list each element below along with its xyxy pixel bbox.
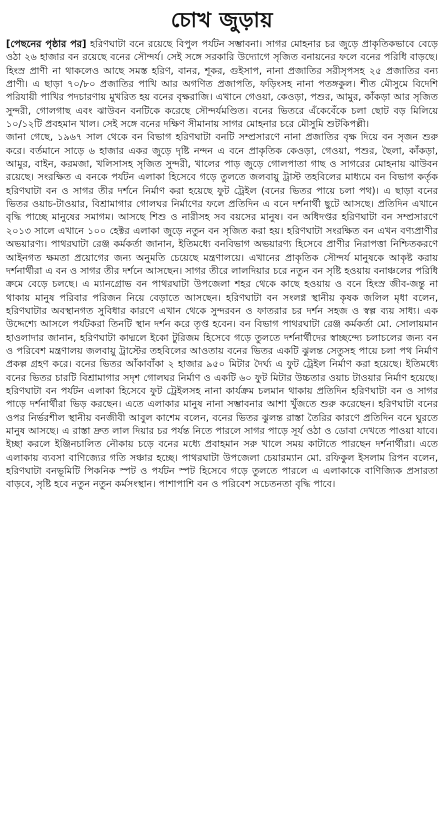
article-body (6, 38, 438, 492)
article-paragraph-1 (6, 38, 438, 131)
paragraph-1-text: হরিণঘাটা বনে রয়েছে বিপুল পর্যটন সম্ভাবনা। সাগর মোহনার চর জুড়ে প্রাকৃতিকভাবে বেড়ে ওঠা ২৬ হাজার বন রয়েছে বনের সৌন্দর্য। সেই সঙ্গে সরকারি উদ্যোগে সৃজিত বনায়নের ফলে বনের পরিধি বাড়ছে। হিংস্র প্রাণী না থাকলেও আছে সমস্ত হরিণ, বানর, শূকর, গুইসাপ, নানা প্রজাতির সরীসৃপসহ ২৫ প্রজাতির বন্য প্রাণী। এ ছাড়া ৭০/৮০ প্রজাতির পাখি আর অগণিত প্রজাপতি, ফড়িংসহ নানা পতঙ্গকুল। শীত মৌসুমে বিদেশি পরিযায়ী পাখির পদচারণায় মুখরিত হয় বনের বৃক্ষরাজি। এখানে গেওয়া, কেওড়া, পশুর, আমুর, কাঁকড়া আর সৃজিত সুন্দরী, গোলগাছ এবং ঝাউবন বনটিকে করেছে সৌন্দর্যমণ্ডিত। বনের ভিতরে এঁকেবেঁকে চলা ছোট বড় মিলিয়ে ১০/১২টি প্রবহমান খাল। সেই সঙ্গে বনের দক্ষিণ সীমানায় সাগর মোহনার চরে মৌসুমি শুটকিপল্লী। (6, 39, 438, 131)
continued-from-back-page-label: [পেছনের পৃষ্ঠার পর] (6, 39, 87, 50)
paragraph-2-text: জানা গেছে, ১৯৬৭ সাল থেকে বন বিভাগ হরিণঘাটা বনটি সম্প্রসারণে নানা প্রজাতির বৃক্ষ দিয়ে বন সৃজন শুরু করে। বর্তমানে সাড়ে ৬ হাজার একর জুড়ে দৃষ্টি নন্দন এ বনে প্রাকৃতিক কেওড়া, গেওয়া, পশুর, ছৈলা, কাঁকড়া, আমুর, বাইন, করমজা, খলিসাসহ সৃজিত সুন্দরী, খালের পাড় জুড়ে গোলপাতা গাছ ও সাগরের মোহনায় ঝাউবন রয়েছে। সংরক্ষিত এ বনকে পর্যটন এলাকা হিসেবে গড়ে তুলতে জলবায়ু ট্রাস্ট তহবিলের মাধ্যমে বন বিভাগ কর্তৃক হরিণঘাটা বন ও সাগর তীর দর্শনে নির্মাণ করা হয়েছে ফুট ট্রেইল (বনের ভিতর পায়ে চলা পথ)। এ ছাড়া বনের ভিতর ওয়াচ-টাওয়ার, বিশ্রামাগার গোলঘর নির্মাণের ফলে প্রতিদিন এ বনে দর্শনার্থী ছুটে আসছে। প্রতিদিন এখানে বৃদ্ধি পাচ্ছে মানুষের সমাগম। আসছে শিশু ও নারীসহ সব বয়সের মানুষ। বন অধিদপ্তর হরিণঘাটা বন সম্প্রসারণে ২০১৩ সালে এখানে ১০০ হেক্টর এলাকা জুড়ে নতুন বন সৃজিত করা হয়। হরিণঘাটা সংরক্ষিত বন এখন বণ্যপ্রাণীর অভয়ারণ্য। পাথরঘাটা রেঞ্জ কর্মকর্তা জানান, ইতিমধ্যে বনবিভাগ অভয়ারণ্য হিসেবে প্রাণীর নিরাপত্তা নিশ্চিতকরণে আইনগত ক্ষমতা প্রয়োগের জন্য অনুমতি চেয়েছে মন্ত্রণালয়ে। এখানের প্রাকৃতিক সৌন্দর্য মানুষকে আকৃষ্ট করায় দর্শনার্থীরা এ বন ও সাগর তীর দর্শনে আসছেন। সাগর তীরে লালদিয়ার চরে নতুন বন সৃষ্টি হওয়ায় বনাঞ্চলের পরিধি ক্রমে বেড়ে চলছে। এ ম্যানগ্রোভ বন পাথরঘাটা উপজেলা শহর থেকে কাছে হওয়ায় ও বনে হিংস্র জীব-জন্তু না থাকায় মানুষ পরিবার পরিজন নিয়ে বেড়াতে আসছেন। হরিণঘাটা বন সংলগ্ন স্থানীয় কৃষক জলিল মৃধা বলেন, হরিণঘাটার অবস্থানগত সুবিধার কারণে এখান থেকে সুন্দরবন ও ফাতরার চর দর্শন সহজ ও স্বল্প ব্যয় সাধ্য। এক উদ্দেশ্যে আসলে পর্যটকরা তিনটি স্থান দর্শন করে তৃপ্ত হবেন। বন বিভাগ পাথরঘাটা রেঞ্জ কর্মকর্তা মো. সোলায়মান হাওলাদার জানান, হরিণঘাটা কাদ্মলে ইকো টুরিজম হিসেবে গড়ে তুলতে দর্শনার্থীদের স্বাচ্ছন্দ্যে চলাচলের জন্য বন ও পরিবেশ মন্ত্রণালয় জলবায়ু ট্রাস্টের তহবিলের আওতায় বনের ভিতর একটি ঝুলন্ত সেতুসহ পায়ে চলা পথ নির্মাণ প্রকল্প গ্রহণ করে। বনের ভিতর আঁকাবাঁকা ২ হাজার ৯৫০ মিটার দৈর্ঘ্য এ ফুট ট্রেইল নির্মাণ করা হয়েছে। ইতিমধ্যে বনের ভিতর চারটি বিশ্রামাগার সদৃশ গোলঘর নির্মাণ ও একটি ৬০ ফুট মিটার উচ্চতার ওয়াচ টাওয়ার নির্মাণ হয়েছে। হরিণঘাটা বন পর্যটন এলাকা হিসেবে ফুট ট্রেইলসহ নানা কার্যক্রম চলমান থাকায় প্রতিদিন হরিণঘাটা বন ও সাগর পাড়ে দর্শনার্থীরা ভিড় করছেন। এতে এলাকার মানুষ নানা সম্ভাবনার আশা খুঁজতে শুরু করেছেন। হরিণঘাটা বনের ওপর নির্ভরশীল স্থানীয় বনজীবী আবুল কাশেম বলেন, বনের ভিতর ঝুলন্ত রাস্তা তৈরির কারণে প্রতিদিন বনে ঘুরতে মানুষ আসছে। এ রাস্তা দ্রুত লাল দিয়ার চর পর্যন্ত নিতে পারলে সাগর পাড়ে সূর্য ওঠা ও ডোবা দেখতে পাওয়া যাবে। ইচ্ছা করলে ইঞ্জিনচালিত নৌকায় চড়ে বনের মধ্যে প্রবাহমান সরু খালে সময় কাটাতে পারছেন দর্শনার্থীরা। এতে এলাকায় ব্যবসা বাণিজ্যের গতি সঞ্চার হচ্ছে। পাথরঘাটা উপজেলা চেয়ারম্যান মো. রফিকুল ইসলাম রিপন বলেন, হরিণঘাটা বনভূমিটি পিকনিক স্পট ও পর্যটন স্পট হিসেবে গড়ে তুলতে পারলে এ এলাকাকে বাণিজ্যিক প্রসারতা বাড়বে, সৃষ্টি হবে নতুন নতুন কর্মসংস্থান। পাশাপাশি বন ও পরিবেশ সচেতনতা বৃদ্ধি পাবে। (6, 132, 439, 491)
article-paragraph-2 (6, 131, 438, 491)
article-title: চোখ জুড়ায় (170, 8, 274, 32)
